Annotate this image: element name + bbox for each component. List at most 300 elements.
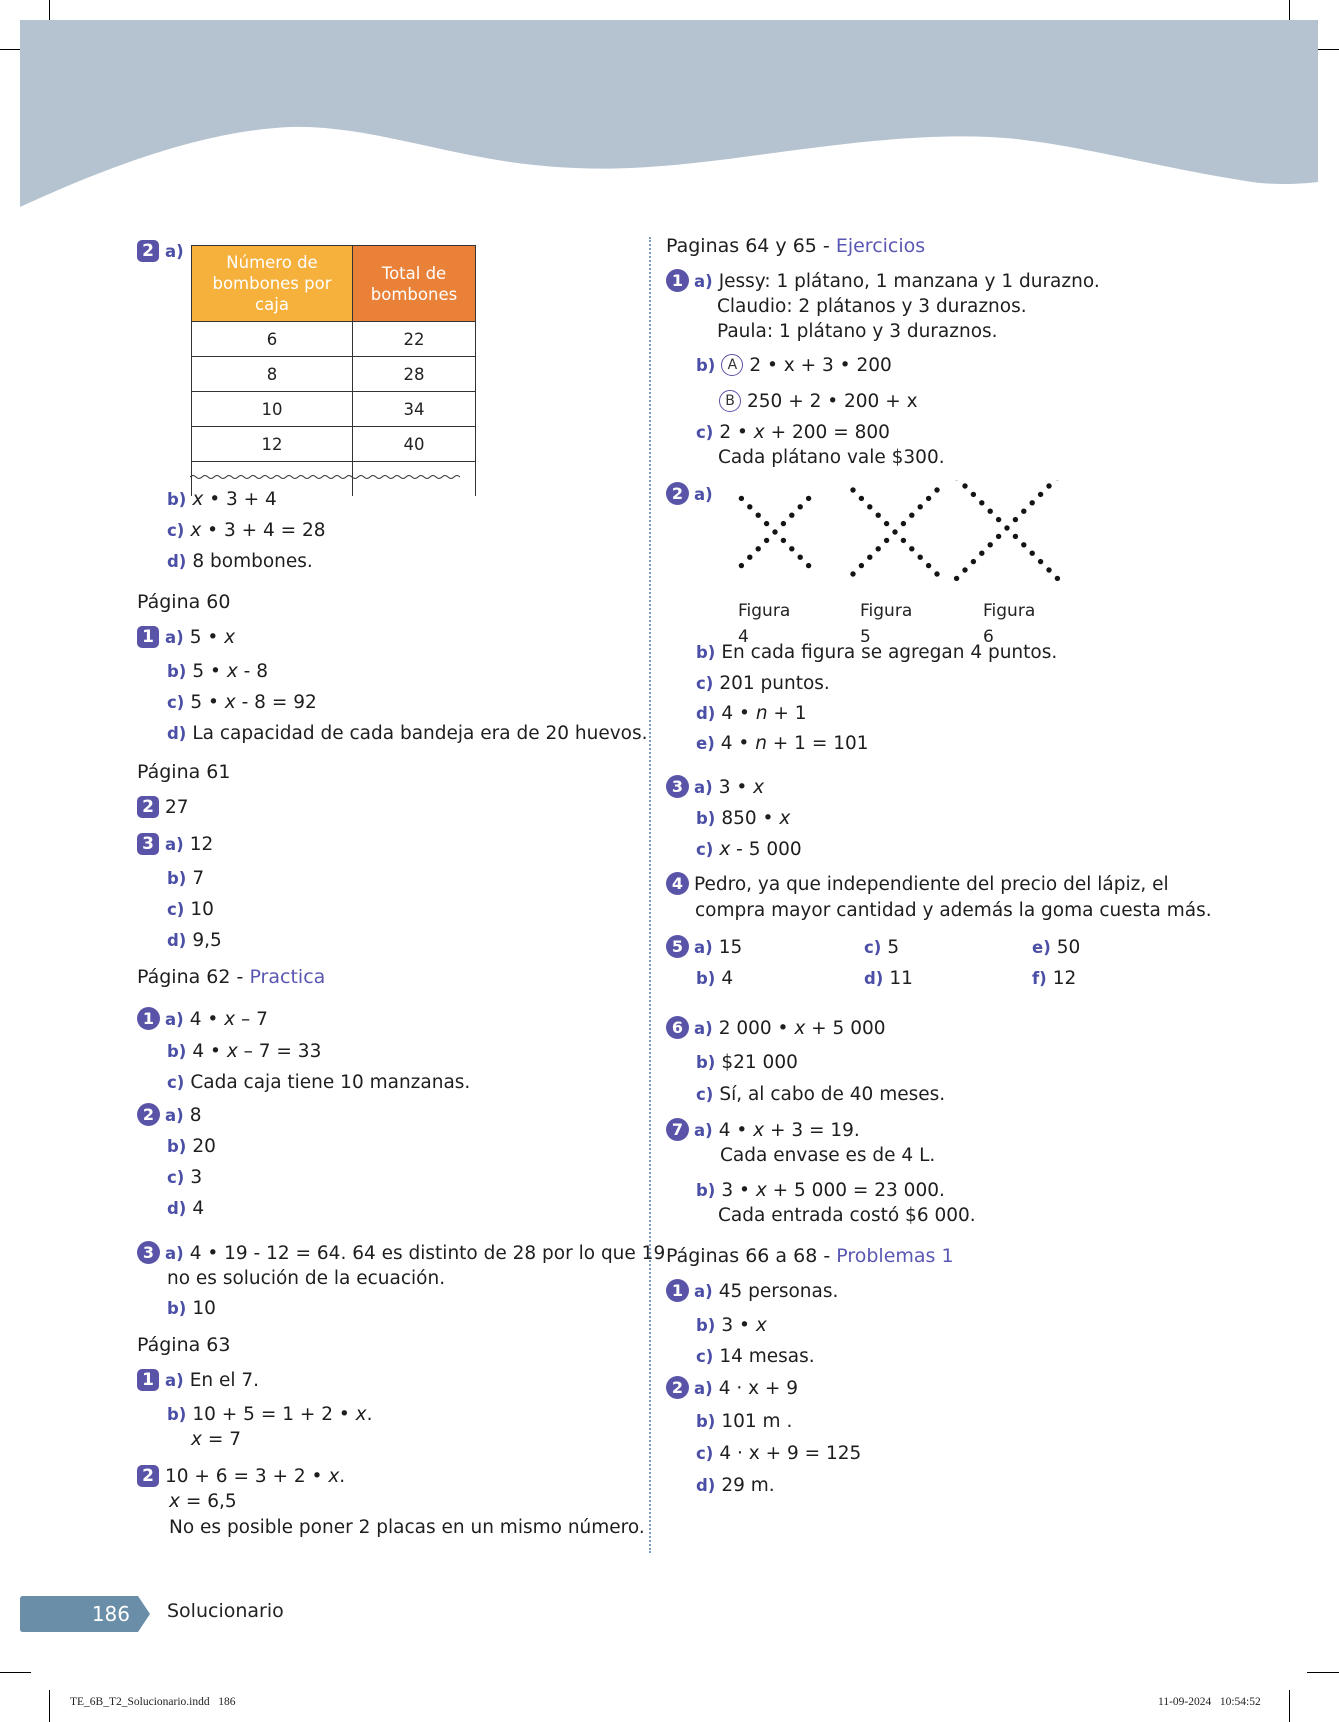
answer-text: . bbox=[339, 1466, 346, 1487]
answer-text: 4 bbox=[192, 1198, 205, 1219]
answer-text: 4 · x + 9 bbox=[718, 1378, 799, 1399]
answer-text: 2 • bbox=[719, 422, 754, 443]
dot bbox=[918, 504, 923, 509]
dot bbox=[884, 521, 889, 526]
dot bbox=[1055, 576, 1060, 581]
dot bbox=[876, 546, 881, 551]
answer-text: + 3 = 19. bbox=[764, 1120, 860, 1141]
dot bbox=[1004, 525, 1009, 530]
dot bbox=[798, 504, 803, 509]
answer-66-2c bbox=[696, 1441, 861, 1467]
item-label: b) bbox=[696, 643, 716, 662]
answer-61-3b bbox=[167, 866, 204, 892]
variable: x bbox=[355, 1404, 367, 1425]
answer-64-4-line2: compra mayor cantidad y además la goma cuesta más. bbox=[695, 900, 1212, 921]
table-cell: 10 bbox=[192, 392, 353, 427]
dot bbox=[979, 500, 984, 505]
answer-63-2-line2 bbox=[169, 1489, 237, 1515]
dot bbox=[850, 487, 855, 492]
item-label: b) bbox=[696, 1412, 716, 1431]
variable: n bbox=[755, 733, 767, 754]
item-label: a) bbox=[165, 1010, 184, 1029]
variable: x bbox=[224, 1009, 236, 1030]
item-label: e) bbox=[1032, 938, 1051, 957]
section-heading bbox=[666, 233, 925, 259]
answer-text: En cada figura se agregan 4 puntos. bbox=[721, 642, 1058, 663]
answer-text: 4 • bbox=[721, 703, 756, 724]
item-label: f) bbox=[1032, 969, 1047, 988]
table-row bbox=[192, 427, 476, 462]
answer-text: 3 • bbox=[721, 1180, 756, 1201]
dot bbox=[909, 546, 914, 551]
answer-64-5f bbox=[1032, 966, 1076, 992]
answer-text: 5 bbox=[887, 937, 900, 958]
dot bbox=[764, 538, 769, 543]
answer-text: 850 • bbox=[721, 808, 780, 829]
variable: x bbox=[226, 1041, 238, 1062]
answer-66-2a bbox=[666, 1376, 798, 1402]
section-heading bbox=[666, 1243, 954, 1269]
answer-text: 12 bbox=[1052, 968, 1077, 989]
item-label: b) bbox=[696, 1316, 716, 1335]
answer-66-1c bbox=[696, 1344, 815, 1370]
answer-text: 3 bbox=[190, 1167, 203, 1188]
dot bbox=[806, 563, 811, 568]
item-label: c) bbox=[167, 1168, 185, 1187]
item-label: c) bbox=[696, 1085, 714, 1104]
answer-text: 5 • bbox=[190, 692, 225, 713]
heading-accent: Problemas 1 bbox=[836, 1245, 954, 1267]
answer-64-1b bbox=[696, 353, 892, 379]
item-label: b) bbox=[696, 356, 716, 375]
answer-text: 201 puntos. bbox=[719, 673, 830, 694]
table-cell: 34 bbox=[353, 392, 476, 427]
dot bbox=[901, 521, 906, 526]
item-label: a) bbox=[165, 1106, 184, 1125]
answer-text: 20 bbox=[192, 1136, 216, 1157]
answer-text: La capacidad de cada bandeja era de 20 huevos. bbox=[192, 723, 648, 744]
variable: x bbox=[755, 1315, 767, 1336]
item-label: a) bbox=[694, 272, 713, 291]
dot bbox=[884, 538, 889, 543]
item-label: d) bbox=[167, 724, 187, 743]
answer-64-1a-line2: Claudio: 2 plátanos y 3 duraznos. bbox=[717, 296, 1027, 317]
footer-section-title: Solucionario bbox=[167, 1600, 284, 1622]
item-label: b) bbox=[696, 969, 716, 988]
answer-text: 45 personas. bbox=[718, 1281, 839, 1302]
answer-text: $21 000 bbox=[721, 1052, 798, 1073]
variable: x bbox=[719, 839, 731, 860]
item-label: b) bbox=[167, 1042, 187, 1061]
dot-figure bbox=[739, 496, 812, 569]
answer-2b bbox=[167, 487, 277, 513]
variable: x bbox=[190, 520, 202, 541]
dot bbox=[926, 496, 931, 501]
answer-64-5b bbox=[696, 966, 733, 992]
dot bbox=[971, 492, 976, 497]
item-label: a) bbox=[694, 938, 713, 957]
item-label: d) bbox=[864, 969, 884, 988]
dot bbox=[996, 517, 1001, 522]
dot bbox=[781, 538, 786, 543]
answer-60-1b bbox=[167, 659, 268, 685]
dot bbox=[859, 563, 864, 568]
answer-62-2b bbox=[167, 1134, 216, 1160]
answer-66-2b bbox=[696, 1409, 792, 1435]
table-header: Total de bombones bbox=[353, 246, 476, 322]
dot bbox=[1038, 492, 1043, 497]
variable: x bbox=[224, 692, 236, 713]
dot bbox=[918, 555, 923, 560]
dot bbox=[1013, 517, 1018, 522]
option-a-circle-icon: A bbox=[721, 354, 743, 376]
table-row bbox=[192, 357, 476, 392]
option-b-circle-icon: B bbox=[719, 390, 741, 412]
question-number-badge: 1 bbox=[666, 1279, 689, 1302]
answer-64-2e bbox=[696, 731, 869, 757]
item-label: c) bbox=[696, 1347, 714, 1366]
heading-accent: Ejercicios bbox=[835, 235, 926, 257]
dot bbox=[971, 559, 976, 564]
item-label: b) bbox=[167, 1299, 187, 1318]
question-number-badge: 4 bbox=[666, 872, 689, 895]
answer-64-1c-line2: Cada plátano vale $300. bbox=[718, 447, 945, 468]
answer-64-2c bbox=[696, 671, 830, 697]
answer-text: 29 m. bbox=[721, 1475, 775, 1496]
answer-text: 8 bombones. bbox=[192, 551, 313, 572]
answer-text: = 6,5 bbox=[179, 1491, 237, 1512]
answer-text: 4 • bbox=[189, 1009, 225, 1030]
question-number-badge: 2 bbox=[137, 796, 159, 818]
item-label: d) bbox=[167, 1199, 187, 1218]
item-label: d) bbox=[167, 931, 187, 950]
question-number-badge: 3 bbox=[137, 1241, 160, 1264]
dot bbox=[1013, 534, 1018, 539]
print-slug-date: 11-09-2024 10:54:52 bbox=[1158, 1696, 1261, 1708]
item-label: a) bbox=[165, 1244, 184, 1263]
answer-text: Sí, al cabo de 40 meses. bbox=[719, 1084, 946, 1105]
answer-text: + 5 000 bbox=[805, 1018, 886, 1039]
item-label: c) bbox=[696, 1444, 714, 1463]
crop-mark bbox=[1307, 1672, 1339, 1673]
answer-text: 4 bbox=[721, 968, 734, 989]
dot bbox=[1030, 500, 1035, 505]
table-cell: 8 bbox=[192, 357, 353, 392]
dot bbox=[781, 521, 786, 526]
answer-61-2 bbox=[137, 795, 189, 821]
dot bbox=[901, 538, 906, 543]
answer-text: En el 7. bbox=[189, 1370, 260, 1391]
answer-64-5c bbox=[864, 935, 899, 961]
dot bbox=[876, 513, 881, 518]
item-label: c) bbox=[864, 938, 882, 957]
item-label: a) bbox=[694, 778, 713, 797]
answer-64-4 bbox=[666, 872, 1169, 898]
answer-66-2d bbox=[696, 1473, 775, 1499]
question-number-badge: 3 bbox=[137, 833, 159, 855]
question-number-badge: 2 bbox=[666, 482, 689, 505]
answer-text: + 1 bbox=[767, 703, 807, 724]
answer-64-7a-line2: Cada envase es de 4 L. bbox=[720, 1145, 936, 1166]
variable: x bbox=[191, 1429, 202, 1450]
variable: x bbox=[755, 1180, 767, 1201]
dot bbox=[747, 555, 752, 560]
item-label: a) bbox=[165, 1371, 184, 1390]
answer-text: 4 • 19 - 12 = 64. 64 es distinto de 28 por lo que 19 bbox=[189, 1243, 666, 1264]
dot bbox=[954, 576, 959, 581]
dot bbox=[789, 513, 794, 518]
table-torn-edge bbox=[190, 474, 460, 482]
answer-64-7b bbox=[696, 1178, 945, 1204]
dot bbox=[909, 513, 914, 518]
answer-62-1a bbox=[137, 1007, 268, 1033]
item-label: b) bbox=[167, 1405, 187, 1424]
dot bbox=[764, 521, 769, 526]
table-row bbox=[192, 322, 476, 357]
item-label: d) bbox=[167, 552, 187, 571]
dot bbox=[850, 571, 855, 576]
table-header: Número de bombones por caja bbox=[192, 246, 353, 322]
question-number-badge: 3 bbox=[666, 775, 689, 798]
crop-mark bbox=[1289, 1690, 1290, 1722]
answer-text: 101 m . bbox=[721, 1411, 793, 1432]
answer-64-1b-option-b bbox=[719, 389, 918, 415]
answer-text: - 8 = 92 bbox=[235, 692, 317, 713]
variable: x bbox=[224, 627, 236, 648]
variable: x bbox=[328, 1466, 340, 1487]
answer-text: 9,5 bbox=[192, 930, 222, 951]
crop-mark bbox=[49, 1690, 50, 1722]
variable: x bbox=[169, 1491, 180, 1512]
dot-figures bbox=[720, 480, 1080, 595]
answer-text: + 1 = 101 bbox=[766, 733, 869, 754]
answer-text: 2 000 • bbox=[718, 1018, 795, 1039]
item-label: b) bbox=[696, 1053, 716, 1072]
answer-text: 10 + 5 = 1 + 2 • bbox=[192, 1404, 356, 1425]
item-label: a) bbox=[694, 1379, 713, 1398]
answer-64-5e bbox=[1032, 935, 1080, 961]
question-number-badge: 2 bbox=[666, 1376, 689, 1399]
item-label: a) bbox=[694, 1019, 713, 1038]
answer-text: 5 • bbox=[189, 627, 225, 648]
item-label: a) bbox=[694, 1282, 713, 1301]
table-cell: 22 bbox=[353, 322, 476, 357]
dot bbox=[747, 504, 752, 509]
item-label: a) bbox=[165, 628, 184, 647]
table-cell: 40 bbox=[353, 427, 476, 462]
dot bbox=[1021, 542, 1026, 547]
answer-text: 7 bbox=[192, 868, 205, 889]
item-label: c) bbox=[167, 900, 185, 919]
answer-text: 3 • bbox=[718, 777, 754, 798]
dot bbox=[798, 555, 803, 560]
answer-63-2 bbox=[137, 1464, 345, 1490]
variable: x bbox=[753, 777, 765, 798]
variable: x bbox=[794, 1018, 806, 1039]
question-number-badge: 2 bbox=[137, 240, 159, 262]
dot bbox=[1021, 509, 1026, 514]
question-number-badge: 1 bbox=[137, 626, 159, 648]
answer-text: • 3 + 4 = 28 bbox=[201, 520, 326, 541]
item-label: c) bbox=[167, 521, 185, 540]
item-label: c) bbox=[167, 1073, 185, 1092]
answer-62-3a-line2: no es solución de la ecuación. bbox=[167, 1268, 446, 1289]
variable: x bbox=[753, 1120, 765, 1141]
dot bbox=[1046, 567, 1051, 572]
answer-text: 10 bbox=[190, 899, 214, 920]
figure-label: Figura 6 bbox=[983, 601, 1036, 647]
variable: x bbox=[779, 808, 791, 829]
table-row bbox=[192, 392, 476, 427]
dot bbox=[962, 483, 967, 488]
answer-text: 4 · x + 9 = 125 bbox=[719, 1443, 862, 1464]
q2-header bbox=[137, 240, 190, 262]
answer-64-6c bbox=[696, 1082, 945, 1108]
dot bbox=[772, 529, 777, 534]
dot bbox=[988, 542, 993, 547]
answer-text: 50 bbox=[1056, 937, 1081, 958]
dot bbox=[806, 496, 811, 501]
answer-text: + 5 000 = 23 000. bbox=[766, 1180, 945, 1201]
question-number-badge: 5 bbox=[666, 935, 689, 958]
answer-61-3c bbox=[167, 897, 214, 923]
dot bbox=[859, 496, 864, 501]
variable: x bbox=[753, 422, 765, 443]
section-heading: Página 63 bbox=[137, 1334, 231, 1356]
answer-2d bbox=[167, 549, 313, 575]
answer-63-1b-line2 bbox=[191, 1427, 241, 1453]
header-wave-band bbox=[0, 0, 1339, 230]
answer-text: 10 + 6 = 3 + 2 • bbox=[165, 1466, 329, 1487]
answer-64-3b bbox=[696, 806, 790, 832]
table-cell: 6 bbox=[192, 322, 353, 357]
answer-64-2a bbox=[666, 482, 719, 508]
answer-66-1a bbox=[666, 1279, 838, 1305]
answer-text: 12 bbox=[189, 834, 214, 855]
answer-text: - 5 000 bbox=[730, 839, 802, 860]
section-heading: Página 61 bbox=[137, 761, 231, 783]
question-number-badge: 2 bbox=[137, 1103, 160, 1126]
answer-60-1a bbox=[137, 625, 235, 651]
answer-text: 11 bbox=[889, 968, 913, 989]
answer-62-1c bbox=[167, 1070, 470, 1096]
answer-text: Jessy: 1 plátano, 1 manzana y 1 durazno. bbox=[718, 271, 1100, 292]
item-label: c) bbox=[696, 840, 714, 859]
answer-text: • 3 + 4 bbox=[203, 489, 277, 510]
dot bbox=[934, 571, 939, 576]
column-divider bbox=[649, 237, 651, 1553]
answer-text: 5 • bbox=[192, 661, 227, 682]
answer-63-1b bbox=[167, 1402, 373, 1428]
print-slug-file: TE_6B_T2_Solucionario.indd 186 bbox=[70, 1696, 236, 1708]
variable: x bbox=[226, 661, 238, 682]
answer-64-7b-line2: Cada entrada costó $6 000. bbox=[718, 1205, 976, 1226]
section-heading: Página 60 bbox=[137, 591, 231, 613]
answer-text: Pedro, ya que independiente del precio del lápiz, el bbox=[694, 874, 1169, 895]
answer-text: 3 • bbox=[721, 1315, 756, 1336]
answer-64-5a bbox=[666, 935, 742, 961]
answer-text: 4 • bbox=[720, 733, 756, 754]
answer-text: = 7 bbox=[201, 1429, 241, 1450]
item-label: a) bbox=[694, 1121, 713, 1140]
dot bbox=[756, 546, 761, 551]
answer-61-3d bbox=[167, 928, 222, 954]
question-number-badge: 6 bbox=[666, 1016, 689, 1039]
answer-60-1d bbox=[167, 721, 648, 747]
heading-text: Paginas 64 y 65 - bbox=[666, 235, 836, 257]
dot bbox=[789, 546, 794, 551]
answer-2c bbox=[167, 518, 326, 544]
answer-63-2-line3: No es posible poner 2 placas en un mismo número. bbox=[169, 1517, 645, 1538]
answer-text: . bbox=[366, 1404, 373, 1425]
question-number-badge: 1 bbox=[666, 269, 689, 292]
crop-mark bbox=[0, 1672, 31, 1673]
answer-63-1a bbox=[137, 1368, 259, 1394]
answer-64-1a-line3: Paula: 1 plátano y 3 duraznos. bbox=[717, 321, 998, 342]
answer-64-6b bbox=[696, 1050, 798, 1076]
dot bbox=[739, 563, 744, 568]
answer-text: 8 bbox=[189, 1105, 202, 1126]
item-label: b) bbox=[167, 662, 187, 681]
item-label: a) bbox=[165, 835, 184, 854]
item-label: d) bbox=[696, 704, 716, 723]
answer-text: - 8 bbox=[237, 661, 268, 682]
item-label: c) bbox=[696, 423, 714, 442]
answer-64-5d bbox=[864, 966, 913, 992]
dot-figure bbox=[850, 487, 939, 576]
item-label: b) bbox=[696, 1181, 716, 1200]
answer-text: 250 + 2 • 200 + x bbox=[747, 391, 918, 412]
answer-64-1c bbox=[696, 420, 890, 446]
item-label: b) bbox=[167, 869, 187, 888]
item-label: a) bbox=[694, 485, 713, 504]
item-label: c) bbox=[696, 674, 714, 693]
answer-62-3b bbox=[167, 1296, 216, 1322]
answer-62-2c bbox=[167, 1165, 202, 1191]
table-cell: 28 bbox=[353, 357, 476, 392]
answer-text: – 7 = 33 bbox=[237, 1041, 322, 1062]
answer-text: – 7 bbox=[235, 1009, 268, 1030]
variable: x bbox=[192, 489, 204, 510]
dot bbox=[934, 487, 939, 492]
dot bbox=[756, 513, 761, 518]
section-heading bbox=[137, 964, 325, 990]
dot bbox=[892, 529, 897, 534]
answer-text: 15 bbox=[718, 937, 743, 958]
answer-text: 10 bbox=[192, 1298, 216, 1319]
item-label: a) bbox=[165, 242, 184, 261]
answer-62-3a bbox=[137, 1241, 665, 1267]
dot bbox=[926, 563, 931, 568]
answer-64-3c bbox=[696, 837, 802, 863]
dot bbox=[996, 534, 1001, 539]
question-number-badge: 1 bbox=[137, 1369, 159, 1391]
answer-61-3a bbox=[137, 832, 213, 858]
answer-text: Cada caja tiene 10 manzanas. bbox=[190, 1072, 471, 1093]
answer-64-1a bbox=[666, 269, 1100, 295]
page-number: 186 bbox=[91, 1602, 130, 1626]
answer-64-2b bbox=[696, 640, 1057, 666]
dot bbox=[867, 555, 872, 560]
question-number-badge: 1 bbox=[137, 1007, 160, 1030]
variable: n bbox=[755, 703, 768, 724]
answer-64-2d bbox=[696, 701, 807, 727]
bombones-table bbox=[191, 245, 476, 496]
heading-accent: Practica bbox=[249, 966, 326, 988]
answer-62-2a bbox=[137, 1103, 201, 1129]
answer-66-1b bbox=[696, 1313, 767, 1339]
answer-text: 14 mesas. bbox=[719, 1346, 815, 1367]
